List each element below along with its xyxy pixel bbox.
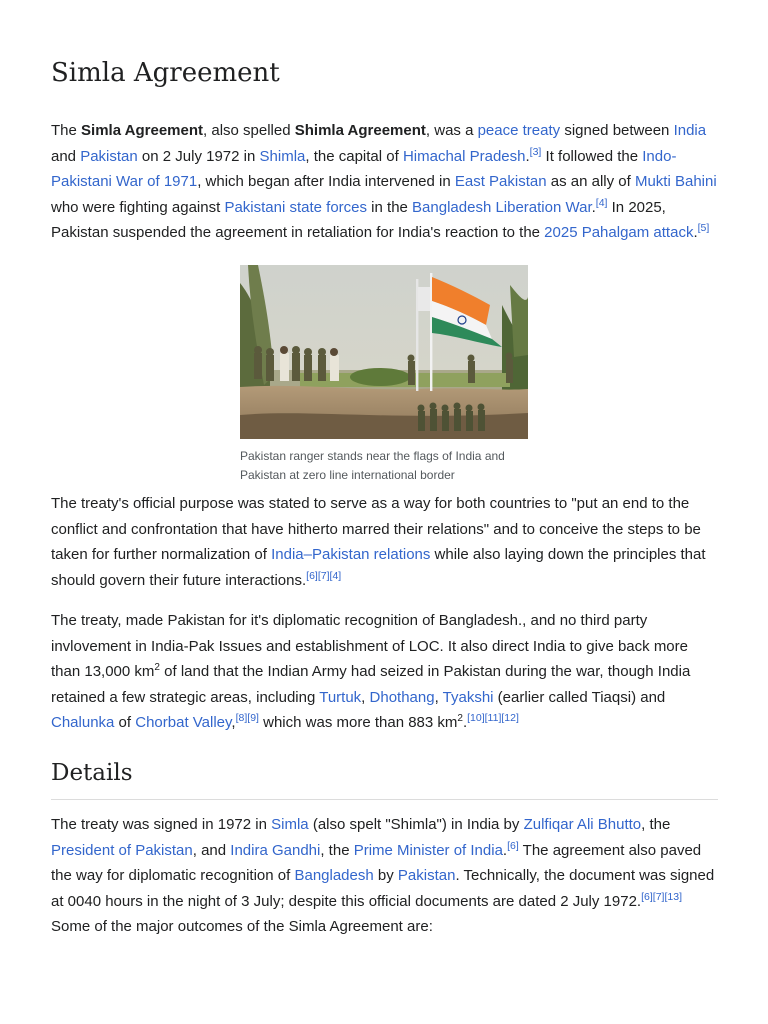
citation-link[interactable]: [6] [641,890,653,903]
text: Some of the major outcomes of the Simla Agreement are: [51,918,433,935]
link-shimla[interactable]: Shimla [259,147,306,165]
link-peace-treaty[interactable]: peace treaty [477,122,561,139]
section-heading-details: Details [51,757,718,800]
text: on 2 July 1972 in [137,147,260,165]
text: , the capital of [305,147,403,165]
text: , and [192,841,231,859]
link-pakistan[interactable]: Pakistan [397,867,456,884]
citation-link[interactable]: [4] [329,569,342,582]
link-bangladesh[interactable]: Bangladesh [294,867,374,884]
text: of land that the Indian Army had seized in Pakistan during the war, though India retained a few strategic areas, including [51,663,691,706]
citation-link[interactable]: [5] [697,222,710,234]
link-india[interactable]: India [673,122,707,139]
citation-link[interactable]: [10] [467,712,485,724]
purpose-paragraph [51,491,721,593]
text: as an ally of [546,173,635,190]
text: , [361,688,370,706]
text: The treaty's official purpose was stated to serve as a way for both countries to "put an end to the conflict and confrontation that have hitherto marred their relations" and to conceive the steps to be taken for further normalization of [51,495,701,563]
superscript: 2 [457,713,463,724]
text: in the [367,198,413,216]
text: The treaty, made Pakistan for it's diplomatic recognition of Bangladesh., and no third party invlovement in India-Pak Issues and establishment of LOC. It also direct India to give back more than 13,000 km [51,612,688,680]
text: signed between [560,122,674,139]
text: who were fighting against [51,198,225,216]
recognition-paragraph [51,608,721,736]
link-pahalgam-attack[interactable]: 2025 Pahalgam attack [544,224,694,241]
link-tyakshi[interactable]: Tyakshi [442,688,494,706]
text: The [51,122,82,139]
superscript: 2 [154,662,160,673]
citation-link[interactable]: [7] [317,569,330,582]
citation-link[interactable]: [11] [484,712,502,724]
bold-term: Simla Agreement [81,122,204,139]
text: , also spelled [203,122,295,139]
text: . [525,147,530,165]
text: . Technically, the document was signed at 0040 hours in the night of 3 July; despite this official documents are dated 2 July 1972. [51,867,715,910]
text: . [591,198,596,216]
link-dhothang[interactable]: Dhothang [369,688,435,706]
citation-link[interactable]: [3] [529,145,542,158]
text: The agreement also paved the way for diplomatic recognition of [51,841,702,884]
link-himachal-pradesh[interactable]: Himachal Pradesh [402,147,526,165]
text: . [502,841,508,859]
text: (earlier called Tiaqsi) and [493,688,666,706]
text: In 2025, Pakistan suspended the agreement in retaliation for India's reaction to the [51,198,666,241]
text: It followed the [541,147,643,165]
link-simla[interactable]: Simla [271,816,309,833]
figure [240,265,528,485]
text: , which began after India intervened in [197,173,455,190]
text: of [114,714,136,731]
link-zulfiqar-ali-bhutto[interactable]: Zulfiqar Ali Bhutto [523,816,642,833]
citation-link[interactable]: [13] [664,890,682,903]
text: The treaty was signed in 1972 in [51,816,272,833]
citation-link[interactable]: [9] [247,712,259,724]
text: , the [320,841,354,859]
link-chalunka[interactable]: Chalunka [51,714,115,731]
link-indo-pakistani-war[interactable]: Indo-Pakistani War of 1971 [51,147,677,190]
link-pakistani-state-forces[interactable]: Pakistani state forces [224,198,368,216]
text: , was a [425,122,478,139]
link-east-pakistan[interactable]: East Pakistan [454,173,547,190]
text: (also spelt "Shimla") in India by [308,816,524,833]
citation-link[interactable]: [6] [507,839,519,852]
link-prime-minister-of-india[interactable]: Prime Minister of India [353,841,503,859]
link-indira-gandhi[interactable]: Indira Gandhi [230,841,321,859]
text: . [462,714,468,731]
link-chorbat-valley[interactable]: Chorbat Valley [135,714,232,731]
link-mukti-bahini[interactable]: Mukti Bahini [634,173,717,190]
page-title: Simla Agreement [51,58,280,88]
text: , the [641,816,671,833]
citation-link[interactable]: [8] [235,712,248,724]
citation-link[interactable]: [7] [652,890,665,903]
text: which was more than 883 km [258,714,458,731]
text: . [693,224,698,241]
citation-link[interactable]: [4] [595,196,608,209]
details-paragraph [51,812,721,940]
link-turtuk[interactable]: Turtuk [319,688,362,706]
link-bangladesh-liberation-war[interactable]: Bangladesh Liberation War [412,198,592,216]
text: by [373,867,398,884]
link-india-pakistan-relations[interactable]: India–Pakistan relations [271,546,431,563]
figure-caption: Pakistan ranger stands near the flags of India and Pakistan at zero line international border [240,449,505,482]
text: , [231,714,236,731]
citation-link[interactable]: [6] [306,569,318,582]
border-flags-photo[interactable] [240,265,528,439]
text: while also laying down the principles that should govern their future interactions. [51,546,706,589]
link-pakistan[interactable]: Pakistan [80,147,138,165]
text: and [51,147,81,165]
link-president-of-pakistan[interactable]: President of Pakistan [51,841,193,859]
intro-paragraph [51,118,721,246]
bold-term: Shimla Agreement [294,122,426,139]
text: , [434,688,443,706]
citation-link[interactable]: [12] [501,712,519,724]
